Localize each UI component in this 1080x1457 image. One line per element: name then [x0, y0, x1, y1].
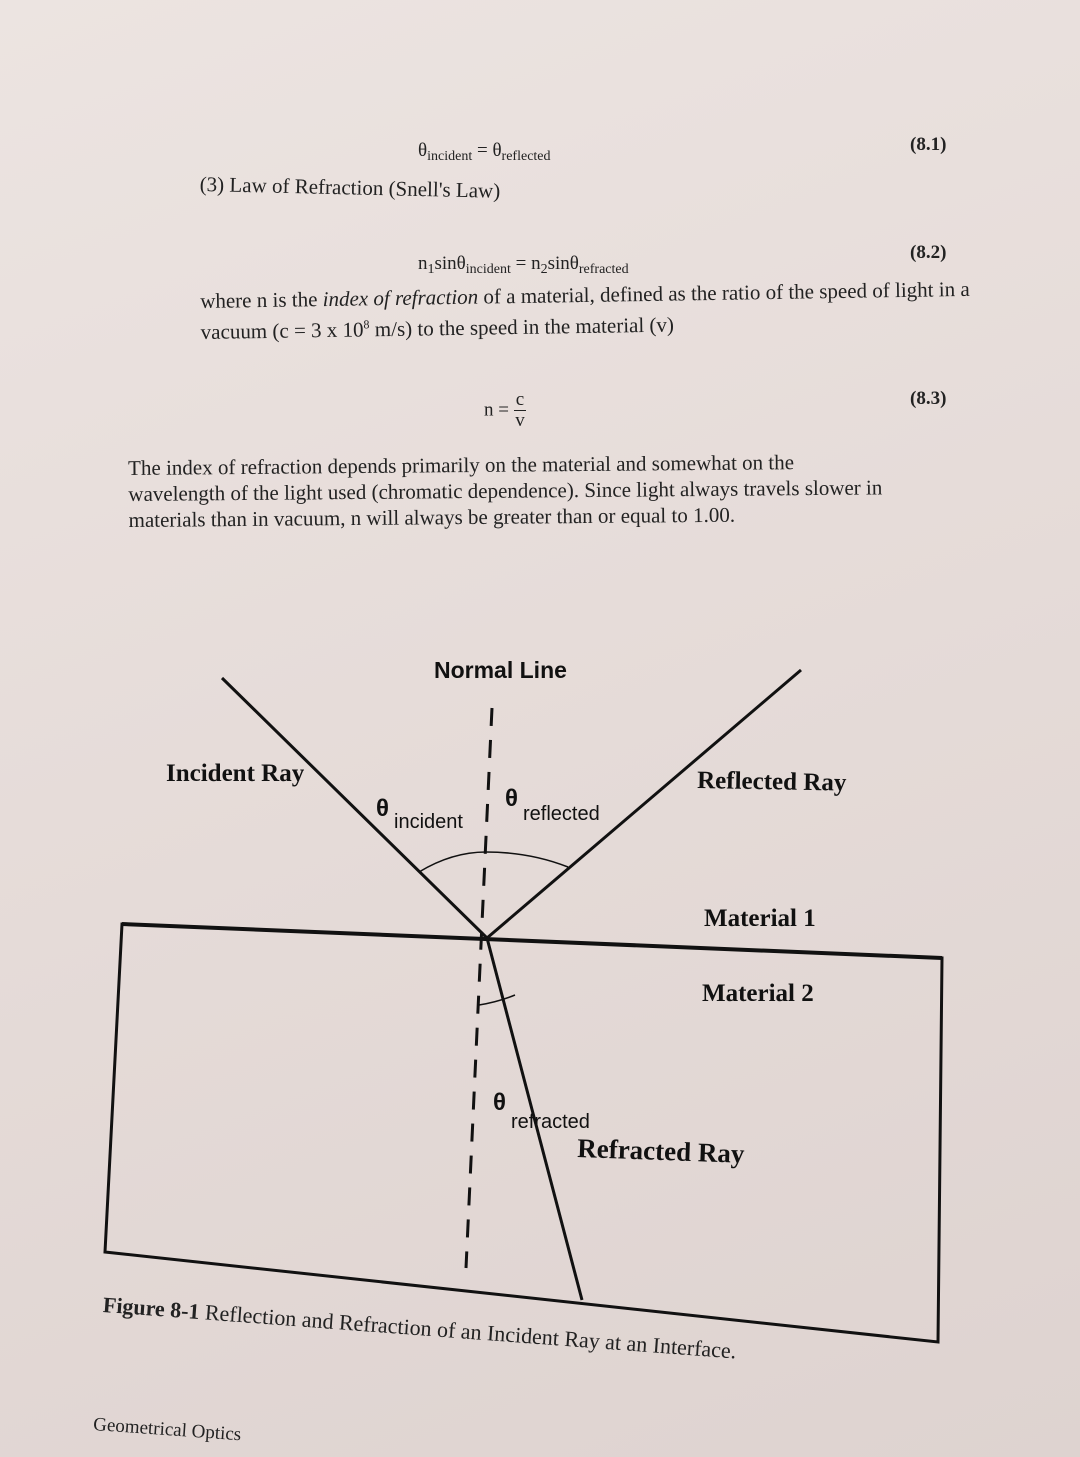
theta-symbol: θ — [492, 140, 502, 161]
theta-symbol: θ — [418, 140, 428, 161]
subscript-refracted: refracted — [578, 262, 629, 277]
theta-reflected-symbol: θ — [505, 785, 518, 812]
page-footer: Geometrical Optics — [92, 1414, 242, 1446]
paragraph-line: materials than in vacuum, n will always be greater than or equal to 1.00. — [128, 502, 736, 532]
reflected-angle-label: reflected — [523, 803, 600, 825]
equation-number-8-2: (8.2) — [910, 242, 947, 263]
incident-ray — [222, 678, 487, 938]
theta-refracted-symbol: θ — [493, 1089, 506, 1116]
material-2-label: Material 2 — [702, 980, 814, 1007]
n-symbol: n — [418, 253, 428, 274]
subscript-2: 2 — [540, 262, 548, 277]
section-heading: (3) Law of Refraction (Snell's Law) — [199, 172, 501, 203]
numerator-c: c — [515, 389, 525, 410]
paragraph-line: The index of refraction depends primarily on the material and somewhat on the — [128, 450, 795, 480]
paragraph-text: where n is the — [200, 287, 323, 313]
material-2-box — [105, 924, 942, 1342]
refracted-ray-label: Refracted Ray — [576, 1133, 745, 1169]
n-equals: n = — [484, 399, 509, 421]
paragraph-text: m/s) to the speed in the material (v) — [369, 312, 675, 342]
refracted-angle-label: refracted — [511, 1111, 590, 1133]
reflected-angle-arc — [486, 852, 568, 867]
sin-theta: sinθ — [434, 253, 466, 274]
incident-angle-label: incident — [394, 811, 463, 833]
material-1-label: Material 1 — [704, 905, 816, 932]
subscript-incident: incident — [465, 262, 511, 277]
figure-number: Figure 8-1 — [102, 1292, 201, 1325]
subscript-1: 1 — [427, 262, 435, 277]
index-of-refraction-term: index of refraction — [322, 284, 479, 312]
sin-theta: sinθ — [547, 253, 579, 274]
reflected-ray-label: Reflected Ray — [696, 767, 847, 797]
n-symbol: n — [531, 253, 541, 274]
figure-caption-text: Reflection and Refraction of an Incident Ray at an Interface. — [204, 1299, 738, 1364]
theta-incident-symbol: θ — [376, 795, 389, 822]
equals-sign: = — [476, 140, 488, 161]
subscript-incident: incident — [427, 149, 473, 164]
incident-angle-arc — [419, 852, 486, 872]
paragraph-text: of a material, defined as the ratio of the speed of light in a vacuum (c = 3 x 10 — [200, 276, 970, 344]
normal-line-label: Normal Line — [434, 657, 567, 683]
equation-number-8-3: (8.3) — [910, 388, 947, 409]
refracted-angle-arc — [479, 995, 515, 1005]
equation-number-8-1: (8.1) — [910, 134, 947, 155]
interface-line — [122, 924, 942, 958]
equals-sign: = — [515, 253, 527, 274]
subscript-reflected: reflected — [501, 149, 551, 164]
normal-line — [466, 708, 492, 1268]
exponent: 8 — [363, 317, 370, 332]
paragraph-line: wavelength of the light used (chromatic dependence). Since light always travels slower in — [128, 475, 883, 506]
incident-ray-label: Incident Ray — [166, 760, 305, 787]
denominator-v: v — [515, 410, 525, 431]
